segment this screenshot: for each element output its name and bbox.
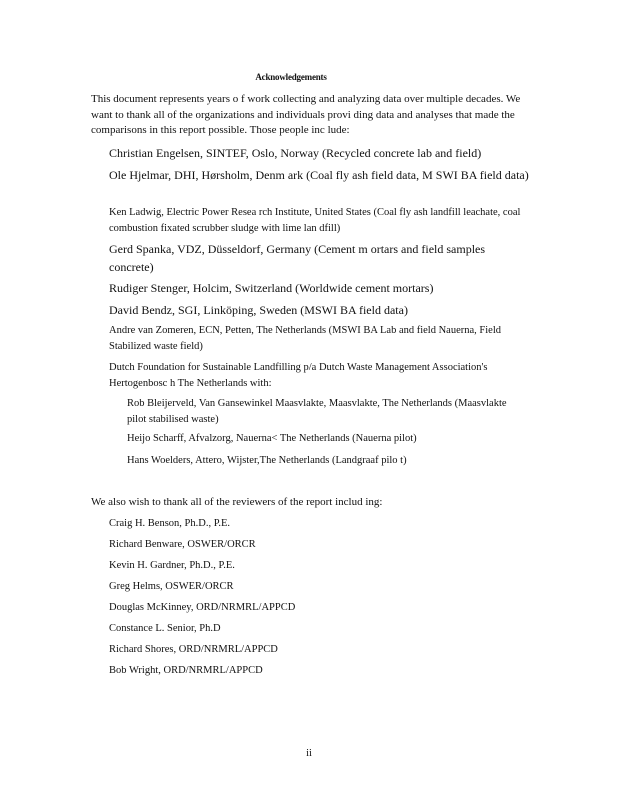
contributor-item: Christian Engelsen, SINTEF, Oslo, Norway (Recycled concrete lab and field) <box>109 146 482 160</box>
contributor-item: Rudiger Stenger, Holcim, Switzerland (Worldwide cement mortars) <box>109 281 434 295</box>
sub-contributor-item: Rob Bleijerveld, Van Gansewinkel Maasvlakte, Maasvlakte, The Netherlands (Maasvlakte pilot stabilised waste) <box>127 398 507 425</box>
sub-contributor-item: Heijo Scharff, Afvalzorg, Nauerna< The Netherlands (Nauerna pilot) <box>127 433 417 444</box>
reviewer-item: Craig H. Benson, Ph.D., P.E. <box>109 518 231 529</box>
page-number: ii <box>306 748 312 759</box>
reviewer-item: Richard Shores, ORD/NRMRL/APPCD <box>109 644 278 655</box>
reviewer-item: Douglas McKinney, ORD/NRMRL/APPCD <box>109 602 296 613</box>
reviewer-item: Richard Benware, OSWER/ORCR <box>109 539 256 550</box>
reviewers-intro: We also wish to thank all of the reviewers of the report includ ing: <box>91 496 383 508</box>
contributor-item: Gerd Spanka, VDZ, Düsseldorf, Germany (Cement m ortars and field samples concrete) <box>109 242 486 274</box>
sub-contributor-item: Hans Woelders, Attero, Wijster,The Netherlands (Landgraaf pilo t) <box>127 455 407 466</box>
contributor-item: David Bendz, SGI, Linköping, Sweden (MSWI BA field data) <box>109 303 408 317</box>
contributor-item: Ken Ladwig, Electric Power Resea rch Institute, United States (Coal fly ash landfill leachate, coal combustion fixated scrubber sludge with lime lan dfill) <box>109 207 521 234</box>
reviewer-item: Greg Helms, OSWER/ORCR <box>109 581 234 592</box>
reviewer-item: Kevin H. Gardner, Ph.D., P.E. <box>109 560 235 571</box>
contributor-item: Andre van Zomeren, ECN, Petten, The Netherlands (MSWI BA Lab and field Nauerna, Field Stabilized waste field) <box>109 325 501 352</box>
reviewer-item: Bob Wright, ORD/NRMRL/APPCD <box>109 665 263 676</box>
contributor-item: Dutch Foundation for Sustainable Landfilling p/a Dutch Waste Management Association's Hertogenbosc h The Netherlands with: <box>109 362 488 389</box>
page-title: Acknowledgements <box>255 72 327 82</box>
reviewer-item: Constance L. Senior, Ph.D <box>109 623 221 634</box>
intro-paragraph: This document represents years o f work collecting and analyzing data over multiple decades. We want to thank all of the organizations and individuals provi ding data and analyses that made the comparisons in this report possible. Those people inc lude: <box>91 93 521 136</box>
contributor-item: Ole Hjelmar, DHI, Hørsholm, Denm ark (Coal fly ash field data, M SWI BA field data) <box>109 168 529 182</box>
